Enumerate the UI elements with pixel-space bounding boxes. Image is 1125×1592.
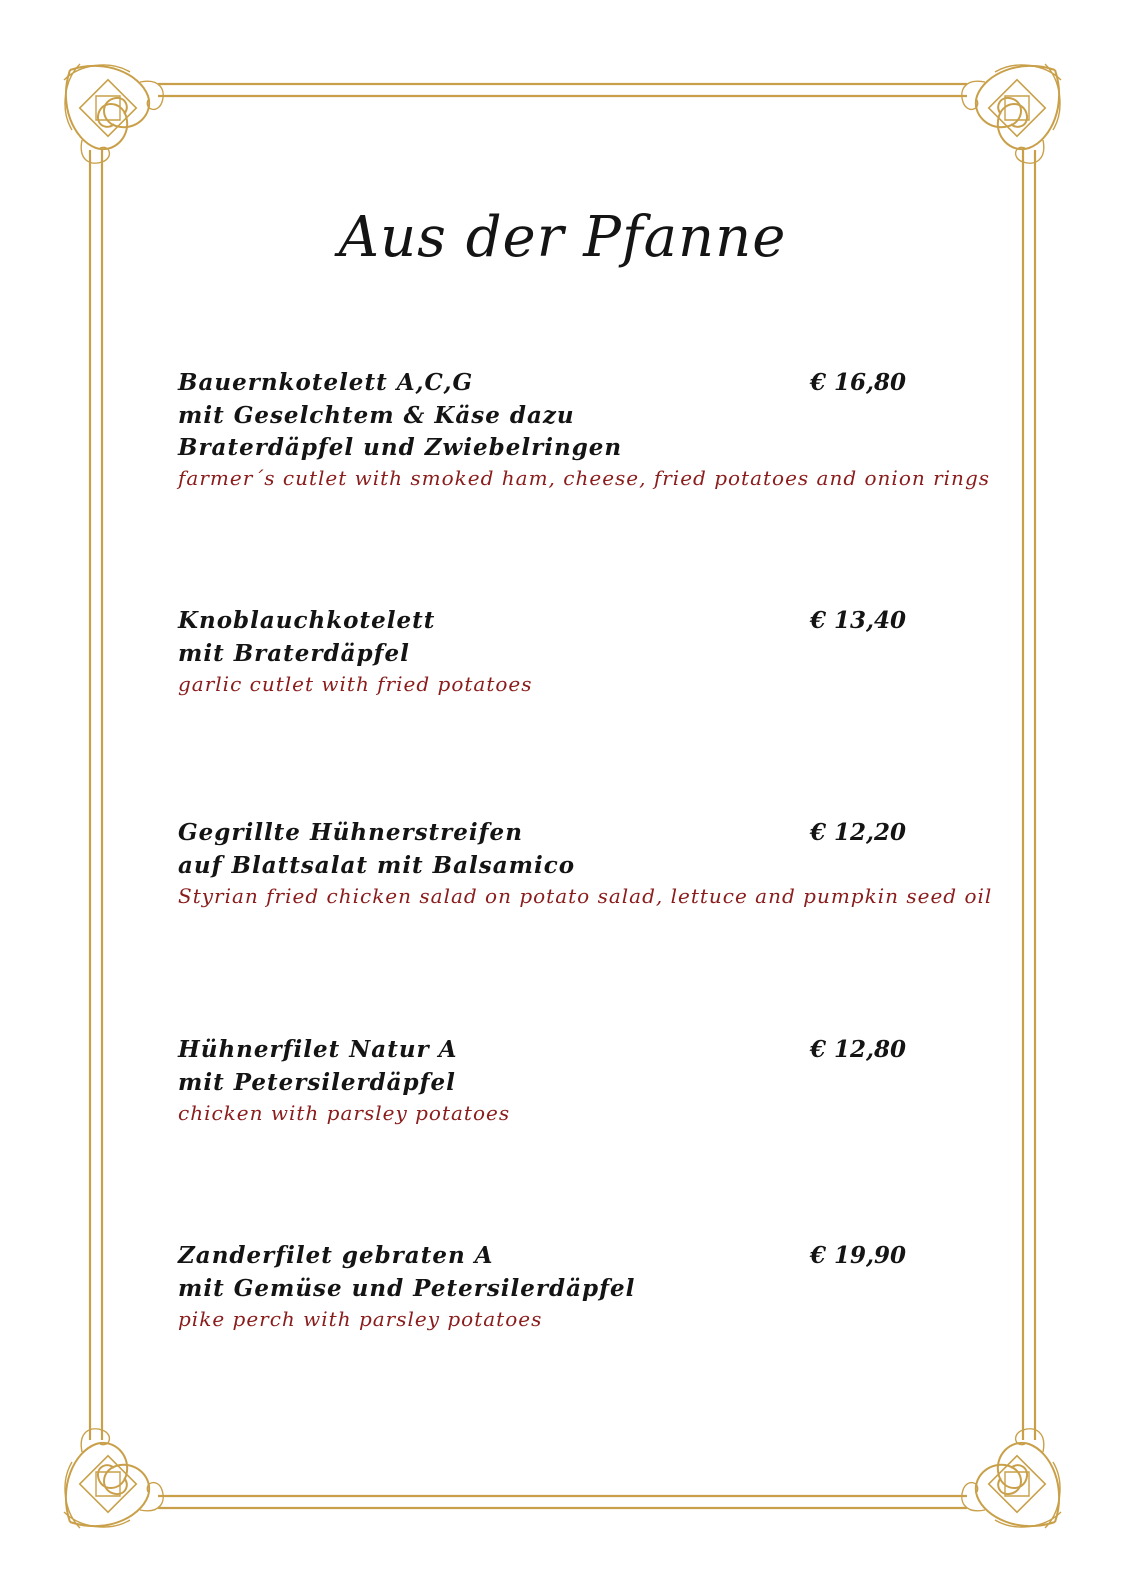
menu-item-knoblauchkotelett [178, 604, 938, 698]
dish-name: Hühnerfilet Natur A [178, 1036, 458, 1063]
corner-ornament-bottom-left [64, 1429, 163, 1528]
dish-description: auf Blattsalat mit Balsamico [178, 852, 576, 879]
dish-english: garlic cutlet with fried potatoes [178, 672, 533, 696]
menu-item-huehnerstreifen [178, 816, 993, 910]
corner-ornament-top-right [962, 64, 1061, 163]
dish-description: mit Petersilerdäpfel [178, 1069, 456, 1096]
dish-description: mit Gemüse und Petersilerdäpfel [178, 1275, 636, 1302]
dish-name: Knoblauchkotelett [178, 607, 436, 634]
corner-ornament-bottom-right [962, 1429, 1061, 1528]
dish-name: Bauernkotelett A,C,G [178, 369, 474, 396]
dish-english: pike perch with parsley potatoes [178, 1307, 543, 1331]
dish-price: € 16,80 [810, 369, 907, 396]
dish-name: Zanderfilet gebraten A [178, 1242, 494, 1269]
dish-price: € 12,20 [810, 819, 907, 846]
dish-price: € 13,40 [810, 607, 907, 634]
menu-item-huehnerfilet [178, 1033, 938, 1127]
dish-description: mit Geselchtem & Käse dazu Braterdäpfel und Zwiebelringen [178, 402, 623, 461]
dish-english: Styrian fried chicken salad on potato salad, lettuce and pumpkin seed oil [178, 884, 993, 908]
corner-ornament-top-left [64, 64, 163, 163]
menu-item-bauernkotelett [178, 366, 991, 492]
page-title: Aus der Pfanne [338, 205, 787, 270]
dish-name: Gegrillte Hühnerstreifen [178, 819, 523, 846]
dish-english: farmer´s cutlet with smoked ham, cheese, fried potatoes and onion rings [178, 466, 991, 490]
dish-price: € 12,80 [810, 1036, 907, 1063]
dish-description: mit Braterdäpfel [178, 640, 410, 667]
dish-english: chicken with parsley potatoes [178, 1101, 511, 1125]
dish-price: € 19,90 [810, 1242, 907, 1269]
menu-item-zanderfilet [178, 1239, 938, 1333]
